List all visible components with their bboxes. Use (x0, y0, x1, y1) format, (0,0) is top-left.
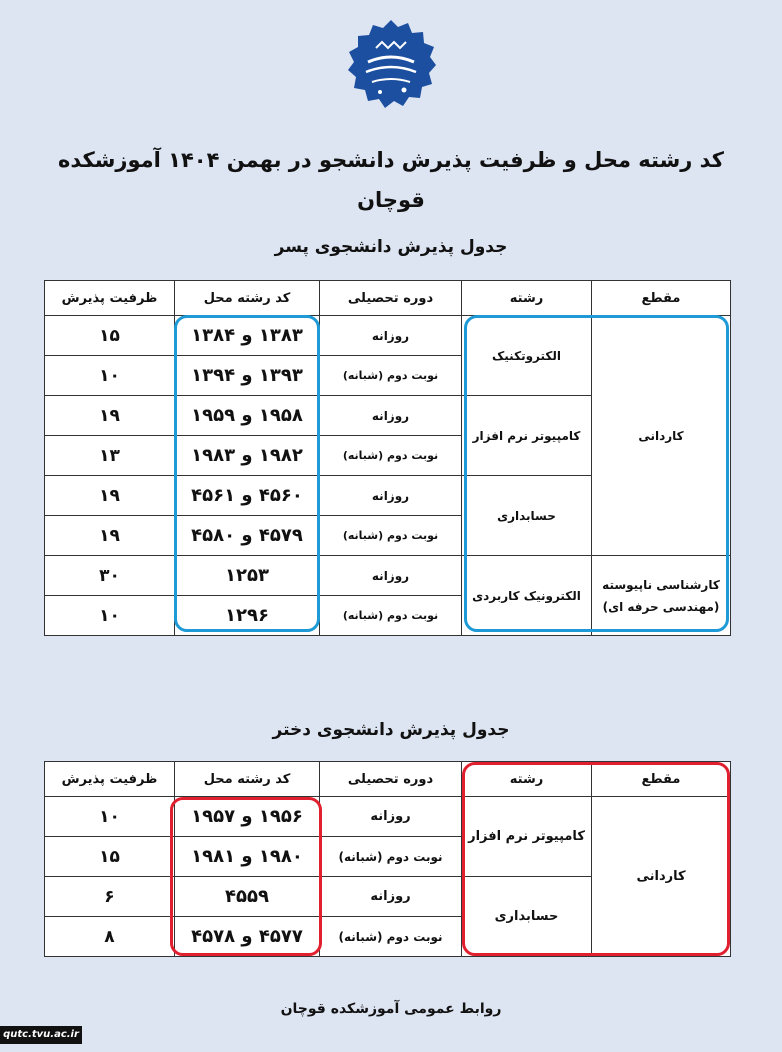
header-field: رشته (462, 762, 592, 797)
level-cell: کاردانی (592, 797, 731, 957)
code-cell: ۱۹۵۶ و ۱۹۵۷ (175, 797, 320, 837)
footer-text: روابط عمومی آموزشکده قوچان (280, 1001, 502, 1017)
header-level: مقطع (592, 762, 731, 797)
field-cell: حسابداری (462, 476, 592, 556)
capacity-cell: ۸ (45, 917, 175, 957)
field-cell: الکتروتکنیک (462, 316, 592, 396)
period-cell: نوبت دوم (شبانه) (320, 837, 462, 877)
period-cell: روزانه (320, 556, 462, 596)
header-code: کد رشته محل (175, 762, 320, 797)
university-logo-icon (346, 18, 436, 110)
code-cell: ۴۵۶۰ و ۴۵۶۱ (175, 476, 320, 516)
code-cell: ۱۲۹۶ (175, 596, 320, 636)
site-tag: qutc.tvu.ac.ir (0, 1026, 82, 1044)
header-capacity: ظرفیت پذیرش (45, 281, 175, 316)
period-cell: نوبت دوم (شبانه) (320, 356, 462, 396)
girls-admission-table (44, 761, 731, 957)
level-cell: کاردانی (592, 316, 731, 556)
boys-table-title: جدول پذیرش دانشجوی پسر (274, 237, 508, 257)
code-cell: ۱۳۹۳ و ۱۳۹۴ (175, 356, 320, 396)
header-field: رشته (462, 281, 592, 316)
capacity-cell: ۳۰ (45, 556, 175, 596)
capacity-cell: ۱۹ (45, 516, 175, 556)
table-row (45, 797, 731, 837)
capacity-cell: ۱۰ (45, 797, 175, 837)
code-cell: ۱۹۸۰ و ۱۹۸۱ (175, 837, 320, 877)
period-cell: نوبت دوم (شبانه) (320, 596, 462, 636)
girls-table-title: جدول پذیرش دانشجوی دختر (272, 720, 510, 740)
capacity-cell: ۱۵ (45, 316, 175, 356)
table-header-row (45, 762, 731, 797)
table-row (45, 316, 731, 356)
period-cell: روزانه (320, 396, 462, 436)
capacity-cell: ۱۰ (45, 356, 175, 396)
header-capacity: ظرفیت پذیرش (45, 762, 175, 797)
code-cell: ۴۵۷۷ و ۴۵۷۸ (175, 917, 320, 957)
level-line: کارشناسی ناپیوسته (602, 577, 720, 592)
boys-admission-table (44, 280, 731, 636)
period-cell: نوبت دوم (شبانه) (320, 516, 462, 556)
code-cell: ۱۳۸۳ و ۱۳۸۴ (175, 316, 320, 356)
main-title: کد رشته محل و ظرفیت پذیرش دانشجو در بهمن ۱۴۰۴ آموزشکده قوچان (57, 148, 725, 212)
code-cell: ۱۹۸۲ و ۱۹۸۳ (175, 436, 320, 476)
level-cell-bachelor (592, 556, 731, 636)
code-cell: ۱۲۵۳ (175, 556, 320, 596)
level-line: (مهندسی حرفه ای) (602, 599, 720, 614)
field-cell: الکترونیک کاربردی (462, 556, 592, 636)
field-cell: حسابداری (462, 877, 592, 957)
capacity-cell: ۱۰ (45, 596, 175, 636)
table-header-row (45, 281, 731, 316)
header-level: مقطع (592, 281, 731, 316)
period-cell: نوبت دوم (شبانه) (320, 436, 462, 476)
code-cell: ۱۹۵۸ و ۱۹۵۹ (175, 396, 320, 436)
header-period: دوره تحصیلی (320, 281, 462, 316)
field-cell: کامپیوتر نرم افزار (462, 396, 592, 476)
capacity-cell: ۱۵ (45, 837, 175, 877)
header-code: کد رشته محل (175, 281, 320, 316)
capacity-cell: ۱۳ (45, 436, 175, 476)
code-cell: ۴۵۵۹ (175, 877, 320, 917)
header-period: دوره تحصیلی (320, 762, 462, 797)
period-cell: نوبت دوم (شبانه) (320, 917, 462, 957)
period-cell: روزانه (320, 797, 462, 837)
code-cell: ۴۵۷۹ و ۴۵۸۰ (175, 516, 320, 556)
capacity-cell: ۱۹ (45, 476, 175, 516)
capacity-cell: ۱۹ (45, 396, 175, 436)
period-cell: روزانه (320, 877, 462, 917)
capacity-cell: ۶ (45, 877, 175, 917)
field-cell: کامپیوتر نرم افزار (462, 797, 592, 877)
period-cell: روزانه (320, 316, 462, 356)
period-cell: روزانه (320, 476, 462, 516)
table-row (45, 556, 731, 596)
